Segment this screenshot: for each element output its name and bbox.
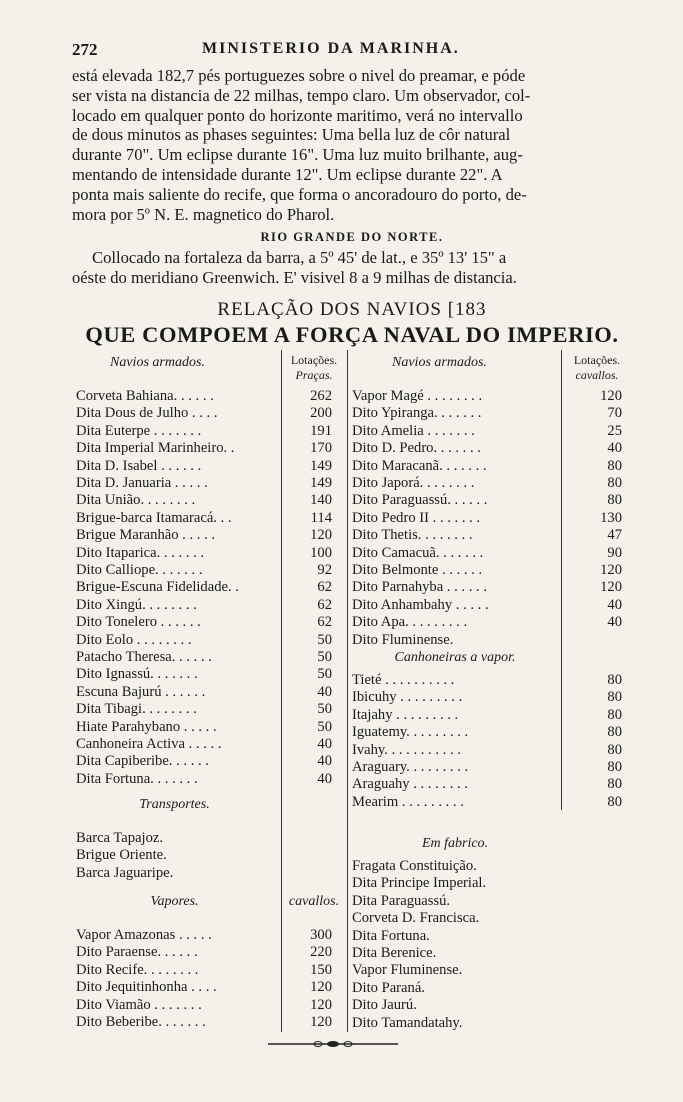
- ship-name: Dito Itaparica. . . . . . .: [76, 544, 205, 561]
- left-column-header: Navios armados.: [110, 355, 205, 370]
- ship-row: [76, 562, 332, 579]
- ship-row: [352, 614, 622, 631]
- ship-name: Fragata Constituição.: [352, 858, 477, 874]
- ship-lotacao: 170: [310, 440, 332, 457]
- ship-lotacao: 120: [600, 579, 622, 596]
- ship-lotacao: 80: [607, 492, 622, 509]
- ship-lotacao: 40: [607, 596, 622, 613]
- ship-lotacao: 40: [317, 753, 332, 770]
- text-line: ser vista na distancia de 22 milhas, tempo claro. Um observador, col-: [72, 85, 531, 105]
- ship-name: Dito Paraguassú. . . . . .: [352, 492, 488, 509]
- fabrico-row: [352, 893, 622, 910]
- ship-row: [76, 423, 332, 440]
- ship-row: [76, 719, 332, 736]
- ship-name: Dito Calliope. . . . . . .: [76, 562, 203, 578]
- ship-row: [76, 649, 332, 666]
- ship-name: Dita Euterpe . . . . . . .: [76, 422, 202, 439]
- ship-name: Brigue Oriente.: [76, 847, 167, 864]
- lotacao-unit: Praças.: [295, 368, 333, 382]
- fabrico-row: [352, 997, 622, 1014]
- canhoneira-row: [352, 672, 622, 689]
- ship-lotacao: 191: [310, 422, 332, 439]
- ship-lotacao: 40: [607, 614, 622, 631]
- ship-name: Dita Principe Imperial.: [352, 875, 487, 892]
- fabrico-row: [352, 875, 622, 892]
- ship-name: Dito Viamão . . . . . . .: [76, 996, 202, 1013]
- ship-name: Dito Jaurú.: [352, 997, 417, 1014]
- ship-lotacao: 50: [317, 649, 332, 665]
- ship-name: Dita Berenice.: [352, 945, 437, 961]
- ship-name: Dito Ypiranga. . . . . . .: [352, 405, 482, 422]
- ship-lotacao: 62: [317, 596, 332, 613]
- ship-lotacao: 50: [317, 666, 332, 683]
- vapor-row: [76, 997, 332, 1014]
- ship-name: Dito Eolo . . . . . . . .: [76, 631, 192, 648]
- transportes-header: Transportes.: [139, 797, 210, 812]
- fabrico-row: [352, 910, 622, 927]
- ship-lotacao: 70: [607, 405, 622, 422]
- transport-row: [76, 865, 332, 882]
- ship-lotacao: 80: [607, 741, 622, 758]
- ship-lotacao: 120: [600, 562, 622, 578]
- lotacao-unit: cavallos.: [575, 368, 619, 382]
- paragraph-rio-grande: [72, 248, 632, 288]
- right-lotacao-header: [563, 353, 631, 383]
- ship-row: [76, 579, 332, 596]
- ship-name: Dita Dous de Julho . . . .: [76, 405, 218, 422]
- ship-name: Mearim . . . . . . . . .: [352, 793, 464, 810]
- text-line: está elevada 182,7 pés portuguezes sobre o nivel do preamar, e póde: [72, 66, 526, 85]
- ship-lotacao: 120: [310, 1014, 332, 1030]
- text-line: mentando de intensidade durante 12". Um eclipse durante 22". A: [72, 164, 503, 184]
- ship-name: Dito Belmonte . . . . . .: [352, 562, 483, 578]
- ship-name: Dita Fortuna.: [352, 927, 430, 944]
- ship-row: [76, 405, 332, 422]
- ship-row: [76, 632, 332, 649]
- ship-lotacao: 120: [600, 388, 622, 404]
- ship-name: Dito Pedro II . . . . . . .: [352, 509, 481, 526]
- ship-lotacao: 130: [600, 509, 622, 526]
- ship-name: Dita Tibagi. . . . . . . .: [76, 701, 197, 718]
- ship-name: Dito Fluminense.: [352, 631, 454, 648]
- canhoneira-row: [352, 707, 622, 724]
- ship-row: [76, 614, 332, 631]
- ship-row: [352, 562, 622, 579]
- end-ornament: [268, 1040, 398, 1048]
- running-head: MINISTERIO DA MARINHA.: [202, 40, 460, 57]
- ship-name: Dita D. Isabel . . . . . .: [76, 457, 202, 474]
- canhoneira-row: [352, 776, 622, 793]
- ship-name: Tieté . . . . . . . . . .: [352, 672, 455, 688]
- ship-lotacao: 50: [317, 631, 332, 648]
- ship-name: Dito Beberibe. . . . . . .: [76, 1014, 206, 1030]
- fabrico-header: Em fabrico.: [421, 836, 489, 851]
- ship-row: [76, 545, 332, 562]
- ship-name: Vapor Amazonas . . . . .: [76, 927, 212, 943]
- ship-row: [352, 423, 622, 440]
- ship-lotacao: 149: [310, 475, 332, 491]
- ship-name: Ivahy. . . . . . . . . . .: [352, 741, 461, 758]
- ship-lotacao: 120: [310, 996, 332, 1013]
- ship-name: Dito Anhambahy . . . . .: [352, 596, 489, 613]
- ship-name: Dito Tamandatahy.: [352, 1014, 463, 1031]
- lotacao-label: Lotações.: [573, 353, 621, 367]
- ship-name: Canhoneira Activa . . . . .: [76, 736, 222, 752]
- ship-lotacao: 50: [317, 701, 332, 718]
- ship-name: Dita Imperial Marinheiro. .: [76, 440, 235, 457]
- page-header: [72, 40, 632, 62]
- ship-row: [76, 510, 332, 527]
- ship-name: Dito Amelia . . . . . . .: [352, 422, 475, 439]
- ship-lotacao: 80: [607, 759, 622, 775]
- ship-name: Brigue-Escuna Fidelidade. .: [76, 579, 239, 596]
- ship-name: Dita União. . . . . . . .: [76, 492, 196, 509]
- vapor-row: [76, 979, 332, 996]
- ship-row: [76, 666, 332, 683]
- ship-row: [76, 475, 332, 492]
- paragraph-pharol: [72, 66, 632, 224]
- ship-row: [352, 545, 622, 562]
- ship-lotacao: 300: [310, 927, 332, 943]
- ship-name: Dita D. Januaria . . . . .: [76, 475, 208, 491]
- ship-name: Ibicuhy . . . . . . . . .: [352, 689, 463, 706]
- transport-row: [76, 847, 332, 864]
- vapor-row: [76, 962, 332, 979]
- ship-lotacao: 90: [607, 544, 622, 561]
- canhoneiras-header: Canhoneiras a vapor.: [394, 650, 516, 665]
- ship-lotacao: 114: [310, 509, 332, 526]
- ship-name: Dito Thetis. . . . . . . .: [352, 527, 473, 544]
- ship-name: Dito Paraná.: [352, 979, 425, 996]
- ship-lotacao: 80: [607, 793, 622, 810]
- ship-lotacao: 40: [317, 770, 332, 787]
- text-line: oéste do meridiano Greenwich. E' visivel 8 a 9 milhas de distancia.: [72, 267, 517, 287]
- ship-row: [352, 510, 622, 527]
- ship-row: [352, 388, 622, 405]
- ship-row: [76, 527, 332, 544]
- vapor-row: [76, 944, 332, 961]
- text-line: ponta mais saliente do recife, que forma o ancoradouro do porto, de-: [72, 184, 527, 204]
- vapor-row: [76, 927, 332, 944]
- ship-lotacao: 80: [607, 724, 622, 741]
- ship-name: Araguary. . . . . . . . .: [352, 759, 469, 775]
- ship-lotacao: 80: [607, 776, 622, 793]
- text-line: mora por 5º N. E. magnetico do Pharol.: [72, 204, 335, 224]
- table-title-line-2: QUE COMPOEM A FORÇA NAVAL DO IMPERIO.: [85, 322, 619, 347]
- ship-lotacao: 40: [317, 736, 332, 752]
- table-title-line-1: RELAÇÃO DOS NAVIOS [183: [217, 299, 487, 320]
- ship-name: Dito Camacuã. . . . . . .: [352, 544, 484, 561]
- canhoneira-row: [352, 794, 622, 811]
- ship-name: Barca Tapajoz.: [76, 830, 164, 846]
- ship-name: Dito Recife. . . . . . . .: [76, 961, 199, 978]
- ship-row: [76, 492, 332, 509]
- ship-row: [76, 458, 332, 475]
- ship-name: Dito Tonelero . . . . . .: [76, 614, 201, 631]
- text-line: Collocado na fortaleza da barra, a 5º 45' de lat., e 35º 13' 15" a: [92, 248, 507, 267]
- ship-lotacao: 80: [607, 457, 622, 474]
- ship-name: Dito Jequitinhonha . . . .: [76, 979, 217, 996]
- ship-lotacao: 220: [310, 944, 332, 961]
- fabrico-row: [352, 980, 622, 997]
- ship-name: Dita Fortuna. . . . . . .: [76, 770, 198, 787]
- ship-lotacao: 100: [310, 544, 332, 561]
- ship-lotacao: 40: [317, 683, 332, 700]
- ship-lotacao: 150: [310, 961, 332, 978]
- ship-name: Dito Maracanã. . . . . . .: [352, 457, 487, 474]
- ship-name: Dito Ignassú. . . . . . .: [76, 666, 198, 683]
- ship-row: [76, 736, 332, 753]
- ship-lotacao: 47: [607, 527, 622, 544]
- ship-row: [76, 753, 332, 770]
- right-column-header: Navios armados.: [392, 355, 487, 370]
- ship-row: [76, 701, 332, 718]
- left-lotacao-header: [283, 353, 345, 383]
- ship-lotacao: 140: [310, 492, 332, 509]
- canhoneira-row: [352, 724, 622, 741]
- ship-name: Barca Jaguaripe.: [76, 864, 174, 881]
- fabrico-row: [352, 858, 622, 875]
- fabrico-row: [352, 1015, 622, 1032]
- ship-name: Iguatemy. . . . . . . . .: [352, 724, 469, 741]
- canhoneira-row: [352, 742, 622, 759]
- ship-name: Dito Japorá. . . . . . . .: [352, 475, 475, 491]
- ship-lotacao: 50: [317, 718, 332, 735]
- ship-name: Escuna Bajurú . . . . . .: [76, 683, 206, 700]
- text-line: durante 70". Um eclipse durante 16". Uma luz muito brilhante, aug-: [72, 145, 523, 165]
- ship-row: [76, 597, 332, 614]
- ship-name: Dito Paraense. . . . . .: [76, 944, 198, 961]
- ship-lotacao: 92: [317, 562, 332, 578]
- ship-row: [76, 440, 332, 457]
- ship-row: [352, 492, 622, 509]
- ship-lotacao: 120: [310, 527, 332, 544]
- ship-lotacao: 40: [607, 440, 622, 457]
- fabrico-row: [352, 962, 622, 979]
- ship-row: [352, 632, 622, 649]
- ship-name: Itajahy . . . . . . . . .: [352, 706, 459, 723]
- ship-row: [352, 597, 622, 614]
- ship-lotacao: 120: [310, 979, 332, 996]
- ship-name: Hiate Parahybano . . . . .: [76, 718, 217, 735]
- ship-row: [76, 771, 332, 788]
- ship-name: Dito Apa. . . . . . . . .: [352, 614, 468, 631]
- ship-lotacao: 149: [310, 457, 332, 474]
- vapores-header: Vapores.: [150, 894, 199, 909]
- ship-name: Vapor Magé . . . . . . . .: [352, 388, 483, 404]
- fabrico-row: [352, 928, 622, 945]
- ship-lotacao: 62: [317, 614, 332, 631]
- canhoneira-row: [352, 689, 622, 706]
- ship-name: Corveta D. Francisca.: [352, 910, 480, 927]
- ship-lotacao: 262: [310, 388, 332, 404]
- ship-lotacao: 80: [607, 672, 622, 688]
- ship-lotacao: 200: [310, 405, 332, 422]
- ship-name: Dito Parnahyba . . . . . .: [352, 579, 487, 596]
- lotacao-label: Lotações.: [290, 353, 338, 367]
- ship-name: Brigue Maranhão . . . . .: [76, 527, 216, 544]
- ship-name: Dito D. Pedro. . . . . . .: [352, 440, 481, 457]
- ship-row: [352, 405, 622, 422]
- page-number: 272: [72, 40, 98, 59]
- ship-name: Vapor Fluminense.: [352, 962, 463, 979]
- ship-row: [352, 440, 622, 457]
- transport-row: [76, 830, 332, 847]
- vapor-row: [76, 1014, 332, 1031]
- section-subheading: RIO GRANDE DO NORTE.: [260, 230, 444, 244]
- ship-row: [352, 579, 622, 596]
- vapores-unit: cavallos.: [288, 894, 340, 909]
- ship-row: [352, 475, 622, 492]
- ship-lotacao: 25: [607, 422, 622, 439]
- column-rule: [347, 350, 348, 1032]
- text-line: locado em qualquer ponto do horizonte maritimo, verá no intervallo: [72, 105, 523, 125]
- ship-row: [76, 388, 332, 405]
- ship-lotacao: 80: [607, 706, 622, 723]
- ship-lotacao: 80: [607, 475, 622, 491]
- ship-name: Araguahy . . . . . . . .: [352, 776, 468, 793]
- ship-name: Brigue-barca Itamaracá. . .: [76, 509, 232, 526]
- ship-name: Corveta Bahiana. . . . . .: [76, 388, 214, 404]
- ship-row: [76, 684, 332, 701]
- ship-name: Dito Xingú. . . . . . . .: [76, 596, 197, 613]
- ship-lotacao: 62: [317, 579, 332, 596]
- ship-lotacao: 80: [607, 689, 622, 706]
- ship-name: Patacho Theresa. . . . . .: [76, 649, 212, 665]
- ship-name: Dita Paraguassú.: [352, 892, 451, 909]
- text-line: de dous minutos as phases seguintes: Uma bella luz de côr natural: [72, 125, 511, 145]
- ship-row: [352, 527, 622, 544]
- canhoneira-row: [352, 759, 622, 776]
- ship-row: [352, 458, 622, 475]
- ship-name: Dita Capiberibe. . . . . .: [76, 753, 209, 770]
- fabrico-row: [352, 945, 622, 962]
